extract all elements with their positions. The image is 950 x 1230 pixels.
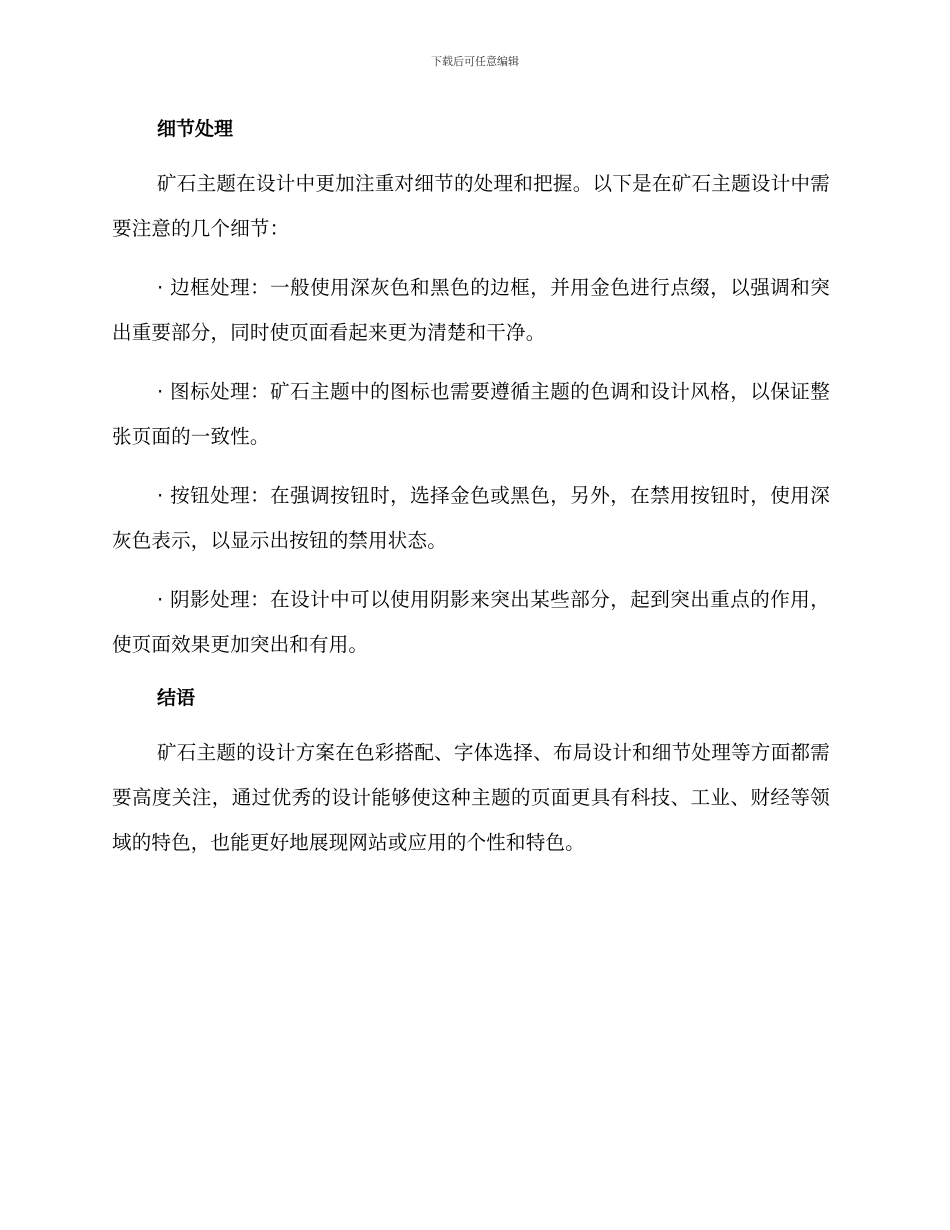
document-body [112, 112, 830, 879]
bullet-shadow: · 阴影处理：在设计中可以使用阴影来突出某些部分，起到突出重点的作用，使页面效果更加突出和有用。 [112, 588, 830, 656]
section-heading: 细节处理 [157, 118, 234, 140]
bullet-border: · 边框处理：一般使用深灰色和黑色的边框，并用金色进行点缀，以强调和突出重要部分，同时使页面看起来更为清楚和干净。 [112, 276, 830, 344]
bullet-icon: · 图标处理：矿石主题中的图标也需要遵循主题的色调和设计风格，以保证整张页面的一致性。 [112, 380, 830, 448]
paragraph: 矿石主题的设计方案在色彩搭配、字体选择、布局设计和细节处理等方面都需要高度关注，通过优秀的设计能够使这种主题的页面更具有科技、工业、财经等领域的特色，也能更好地展现网站或应用的个性和特色。 [112, 741, 830, 854]
page-header-note: 下载后可任意编辑 [431, 55, 519, 68]
section-details [112, 112, 830, 667]
section-conclusion [112, 681, 830, 865]
bullet-button: · 按钮处理：在强调按钮时，选择金色或黑色，另外，在禁用按钮时，使用深灰色表示，以显示出按钮的禁用状态。 [112, 484, 830, 552]
section-heading: 结语 [157, 687, 196, 709]
paragraph: 矿石主题在设计中更加注重对细节的处理和把握。以下是在矿石主题设计中需要注意的几个细节： [112, 172, 830, 240]
